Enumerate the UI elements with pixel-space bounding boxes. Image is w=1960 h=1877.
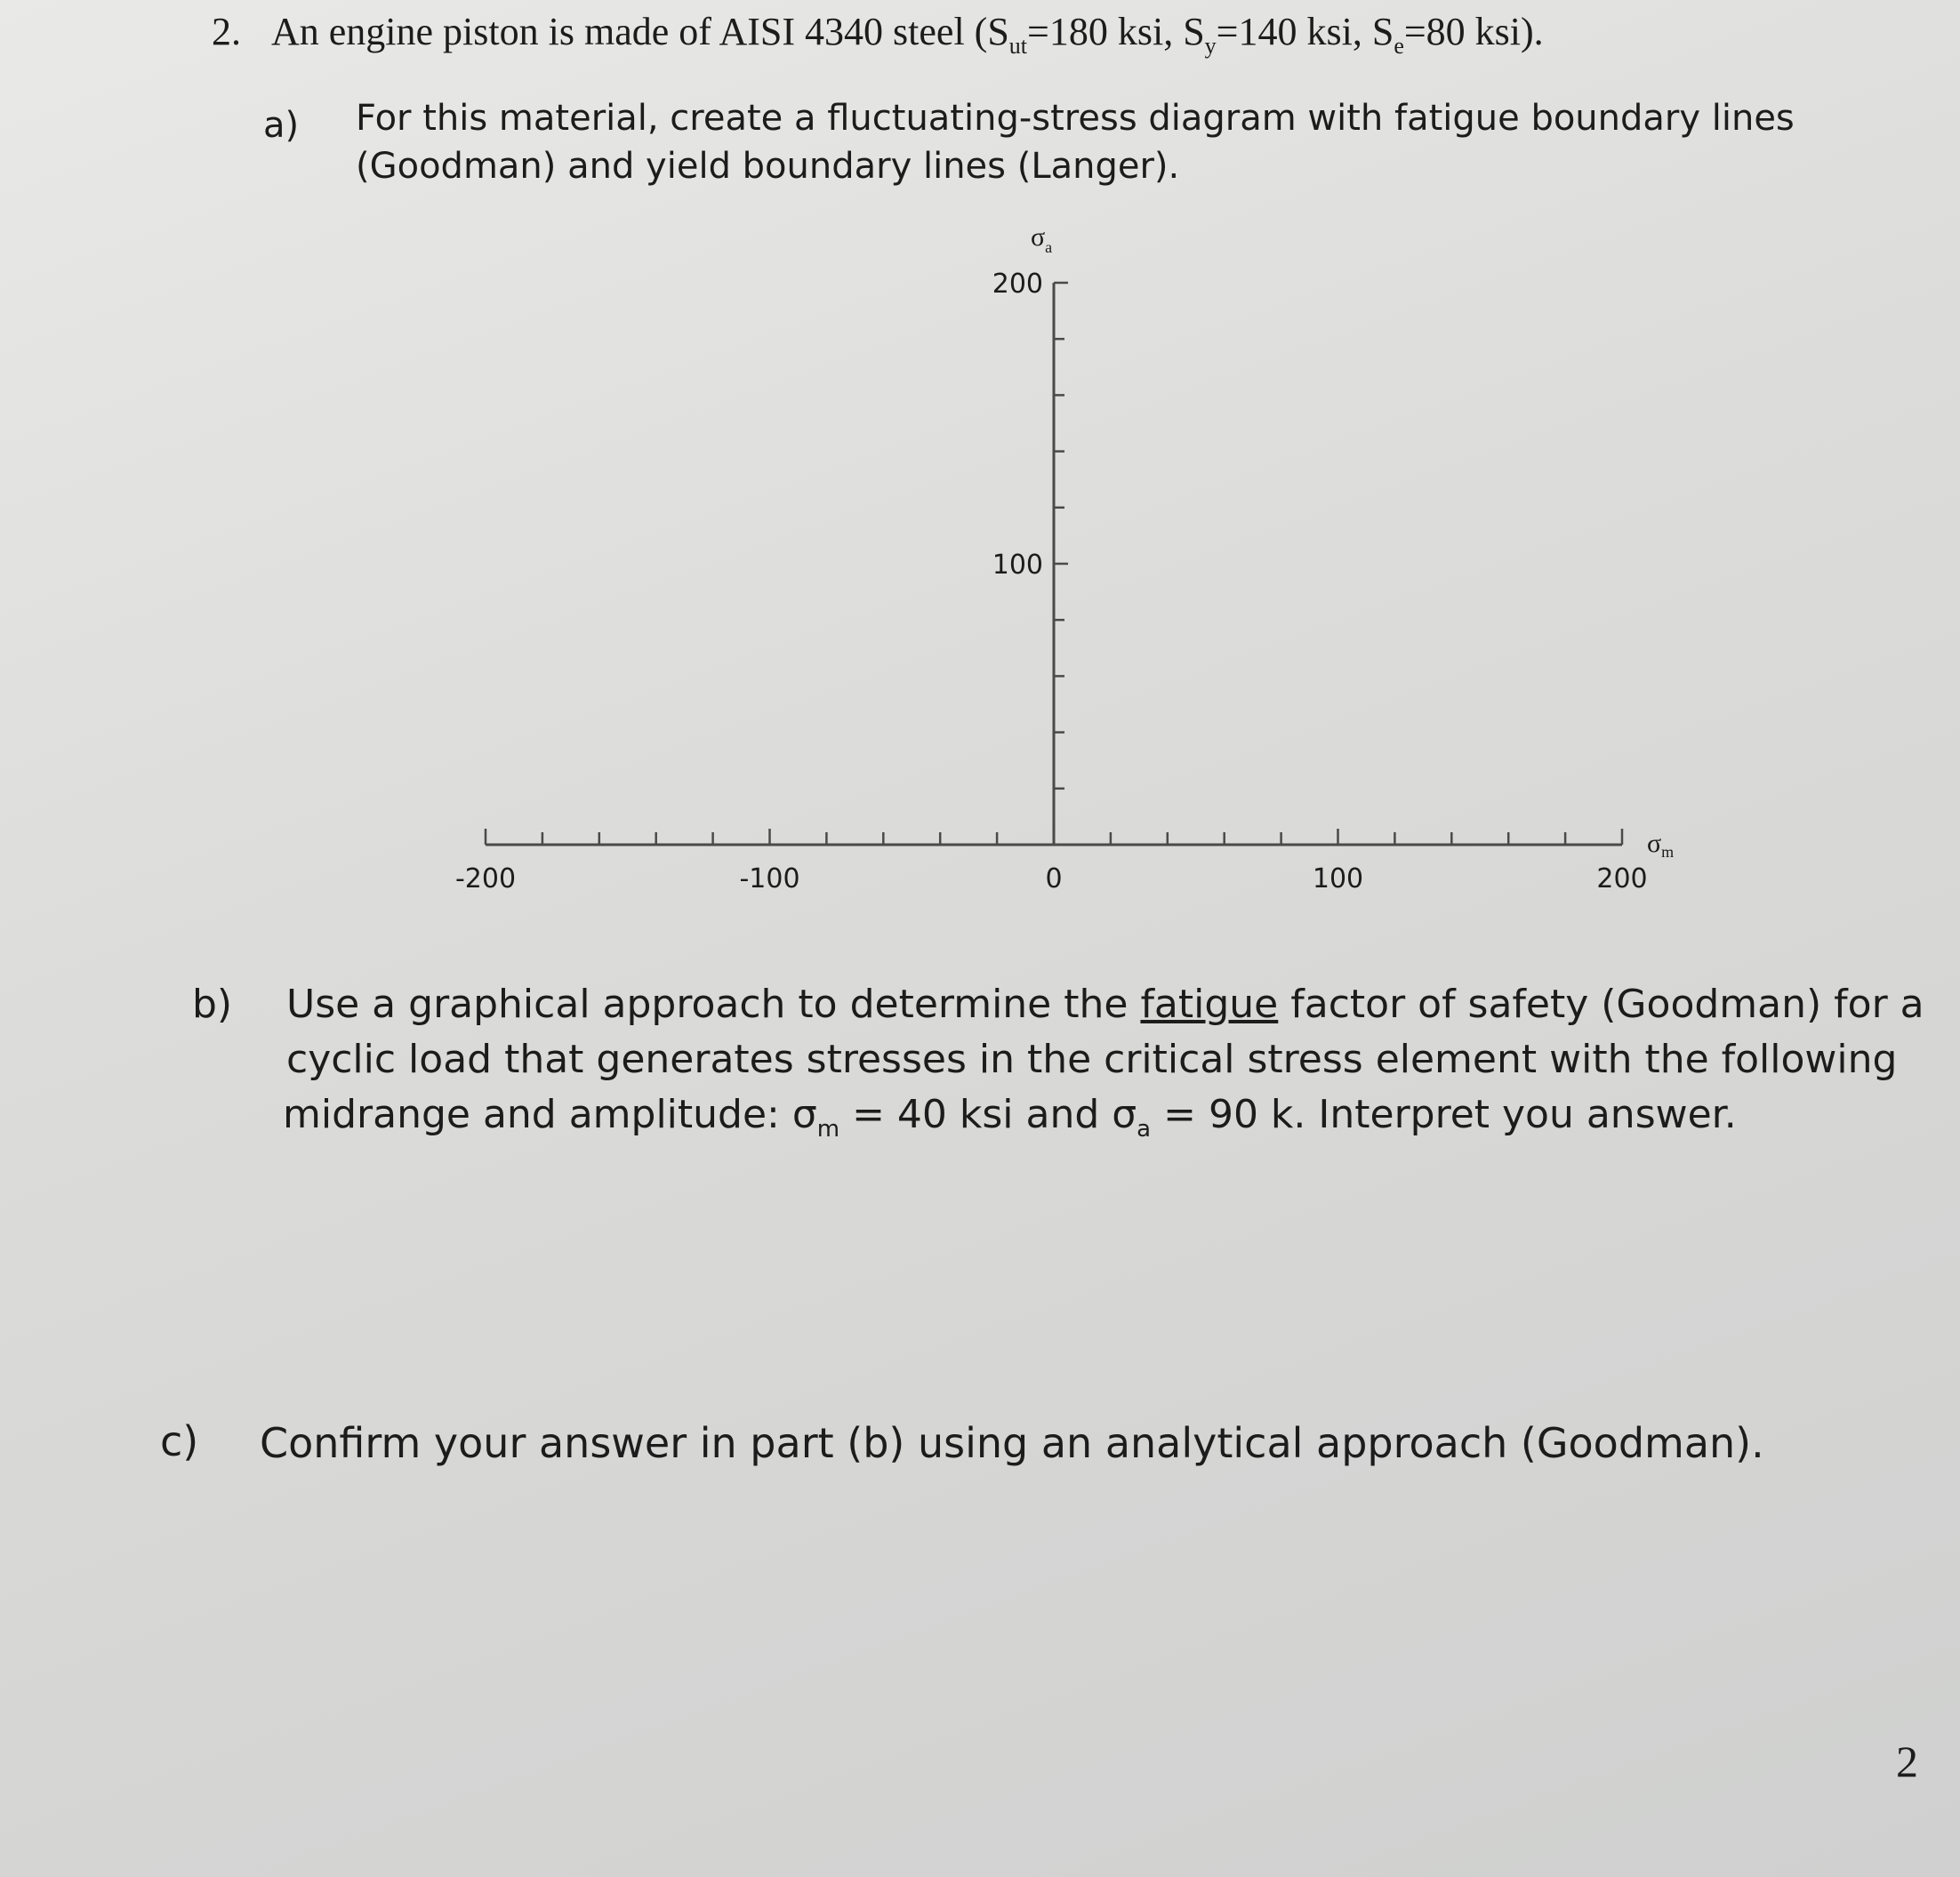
part-b-line3-mid: = 40 ksi and σ bbox=[839, 1092, 1137, 1137]
y-axis-title-subscript: a bbox=[1045, 238, 1053, 256]
part-b-line1-post: factor of safety (Goodman) for a bbox=[1278, 982, 1924, 1027]
part-b-line3-post: = 90 k. Interpret you answer. bbox=[1151, 1092, 1737, 1137]
part-b-line1-pre: Use a graphical approach to determine the bbox=[286, 982, 1141, 1027]
y-tick-label: 100 bbox=[992, 549, 1043, 581]
part-b-underlined-word: fatigue bbox=[1140, 982, 1279, 1027]
y-axis-title: $\sigma_a$ bbox=[1031, 222, 1053, 256]
part-b-line3-pre: midrange and amplitude: σ bbox=[283, 1092, 817, 1137]
part-c-text-line1: Confirm your answer in part (b) using an analytical approach (Goodman). bbox=[260, 1419, 1764, 1467]
sigma-m-subscript: m bbox=[816, 1115, 840, 1143]
sy-value: =140 ksi, S bbox=[1216, 10, 1394, 53]
part-a-text-line1: For this material, create a fluctuating-stress diagram with fatigue boundary lines bbox=[356, 98, 1795, 139]
question-number: 2. bbox=[212, 10, 241, 53]
sigma-a-subscript: a bbox=[1137, 1115, 1152, 1143]
part-b-text-line2: cyclic load that generates stresses in the critical stress element with the following bbox=[286, 1037, 1898, 1082]
y-tick-label: 200 bbox=[992, 269, 1043, 300]
x-tick-label: 100 bbox=[1312, 863, 1364, 894]
part-a-text-line2: (Goodman) and yield boundary lines (Langer). bbox=[356, 146, 1180, 187]
x-axis-title: $\sigma_m$ bbox=[1647, 829, 1675, 861]
part-a-label: a) bbox=[263, 105, 300, 146]
part-c-label: c) bbox=[160, 1417, 199, 1465]
part-b-text-line3 bbox=[283, 1092, 1737, 1143]
page-number: 2 bbox=[1896, 1737, 1918, 1786]
part-b-text-line1 bbox=[286, 982, 1924, 1027]
statement-prefix: An engine piston is made of AISI 4340 steel (S bbox=[271, 10, 1009, 53]
se-subscript: e bbox=[1394, 32, 1404, 59]
x-axis-title-subscript: m bbox=[1661, 843, 1675, 861]
x-tick-label: 200 bbox=[1596, 863, 1648, 894]
x-tick-label: -100 bbox=[739, 863, 800, 894]
x-tick-label: -200 bbox=[454, 863, 517, 894]
sut-subscript: ut bbox=[1008, 32, 1028, 59]
sut-value: =180 ksi, S bbox=[1027, 10, 1205, 53]
se-value: =80 ksi). bbox=[1403, 10, 1544, 53]
sy-subscript: y bbox=[1204, 32, 1217, 59]
part-b-label: b) bbox=[192, 982, 233, 1027]
x-tick-label: 0 bbox=[1045, 863, 1063, 894]
